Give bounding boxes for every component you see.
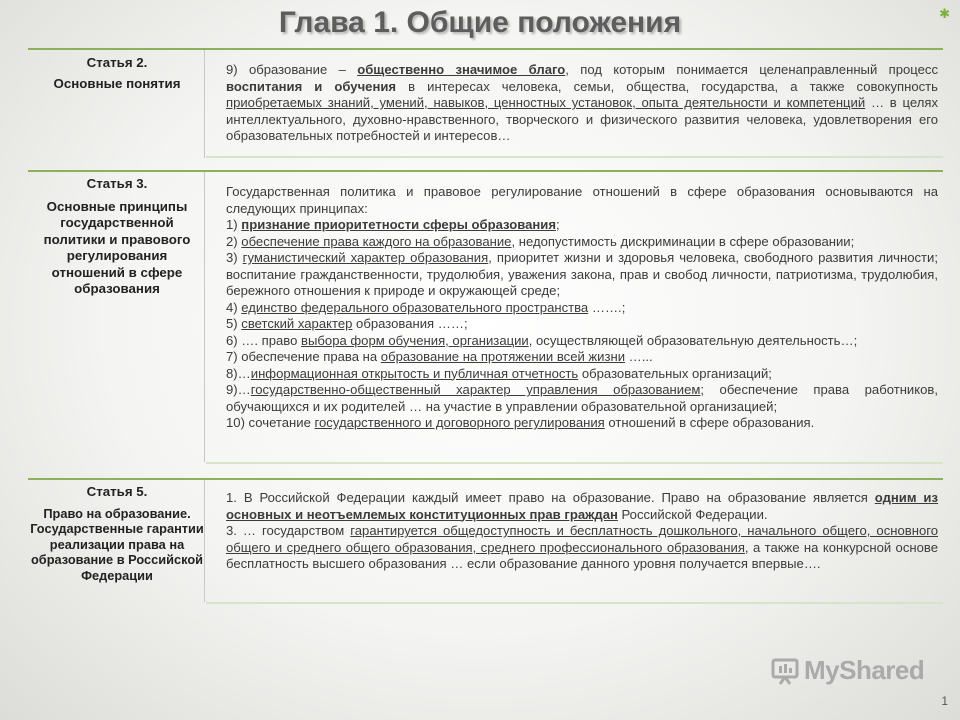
paragraph: 3) гуманистический характер образования, приоритет жизни и здоровья человека, свободного развития личности; воспитание гражданственности, трудолюбия, уважения закона, прав и свобод личности, патриотизма, трудолюбия, бережного отношения к природе и окружающей среде; [226,250,938,298]
paragraph: 9) образование – общественно значимое благо, под которым понимается целенаправленный процесс воспитания и обучения в интересах человека, семьи, общества, государства, а также совокупность приобретаемых знаний, умений, навыков, ценностных установок, опыта деятельности и компетенций … в целях интеллектуального, духовно-нравственного, творческого и физического развития человека, удовлетворения его образовательных потребностей и интересов… [226,62,938,143]
article-2-body [226,62,938,145]
article-3-section [28,170,943,468]
paragraph: 9)…государственно-общественный характер управления образованием; обеспечение права работников, обучающихся и их родителей … на участие в управлении образовательной организацией; [226,382,938,414]
article-heading: Статья 3. [86,176,148,191]
paragraph: 5) светский характер образования ……; [226,316,468,331]
paragraph: 10) сочетание государственного и договорного регулирования отношений в сфере образования. [226,415,815,430]
paragraph: 2) обеспечение права каждого на образование, недопустимость дискриминации в сфере образовании; [226,233,855,249]
paragraph: 1. В Российской Федерации каждый имеет право на образование. Право на образование является одним из основных и неотъемлемых конституционных прав граждан Российской Федерации. [226,490,938,522]
divider-bottom [206,156,943,158]
article-2-header [28,55,206,92]
article-heading: Статья 5. [86,484,148,499]
article-2-section [28,48,943,160]
divider-bottom [206,462,943,464]
article-subheading: Основные принципы государственной политики и правового регулирования отношений в сфере образования [43,198,191,296]
article-subheading: Основные понятия [53,75,181,91]
article-3-body [226,184,938,432]
divider-top [28,478,943,480]
divider-vertical [204,50,205,158]
presentation-icon [770,656,800,686]
divider-top [28,48,943,50]
article-5-header [28,484,206,583]
divider-top [28,170,943,172]
page-title: Глава 1. Общие положения [278,6,682,39]
paragraph: Государственная политика и правовое регулирование отношений в сфере образования основываются на следующих принципах: [226,184,938,216]
paragraph: 7) обеспечение права на образование на протяжении всей жизни …... [226,349,653,364]
paragraph: 6) …. право выбора форм обучения, организации, осуществляющей образовательную деятельность…; [226,332,858,348]
divider-vertical [204,480,205,602]
divider-vertical [204,172,205,462]
article-3-header [28,176,206,298]
article-subheading: Право на образование. Государственные гарантии реализации права на образование в Российской Федерации [30,505,204,583]
divider-bottom [206,602,943,604]
article-heading: Статья 2. [86,55,148,70]
article-5-section [28,478,943,608]
paragraph: 8)…информационная открытость и публичная отчетность образовательных организаций; [226,365,772,381]
star-icon: ✱ [939,6,950,21]
paragraph: 1) признание приоритетности сферы образования; [226,217,560,232]
brand-name: MyShared [804,655,925,685]
article-5-body [226,490,938,573]
myshared-logo [770,655,924,686]
paragraph: 4) единство федерального образовательного пространства …….; [226,299,626,315]
page-number: 1 [941,694,948,708]
paragraph: 3. … государством гарантируется общедоступность и бесплатность дошкольного, начального общего, основного общего и среднего общего образования, среднего профессионального образования, а также на конкурсной основе бесплатность высшего образования … если образование данного уровня получается впервые…. [226,523,938,571]
